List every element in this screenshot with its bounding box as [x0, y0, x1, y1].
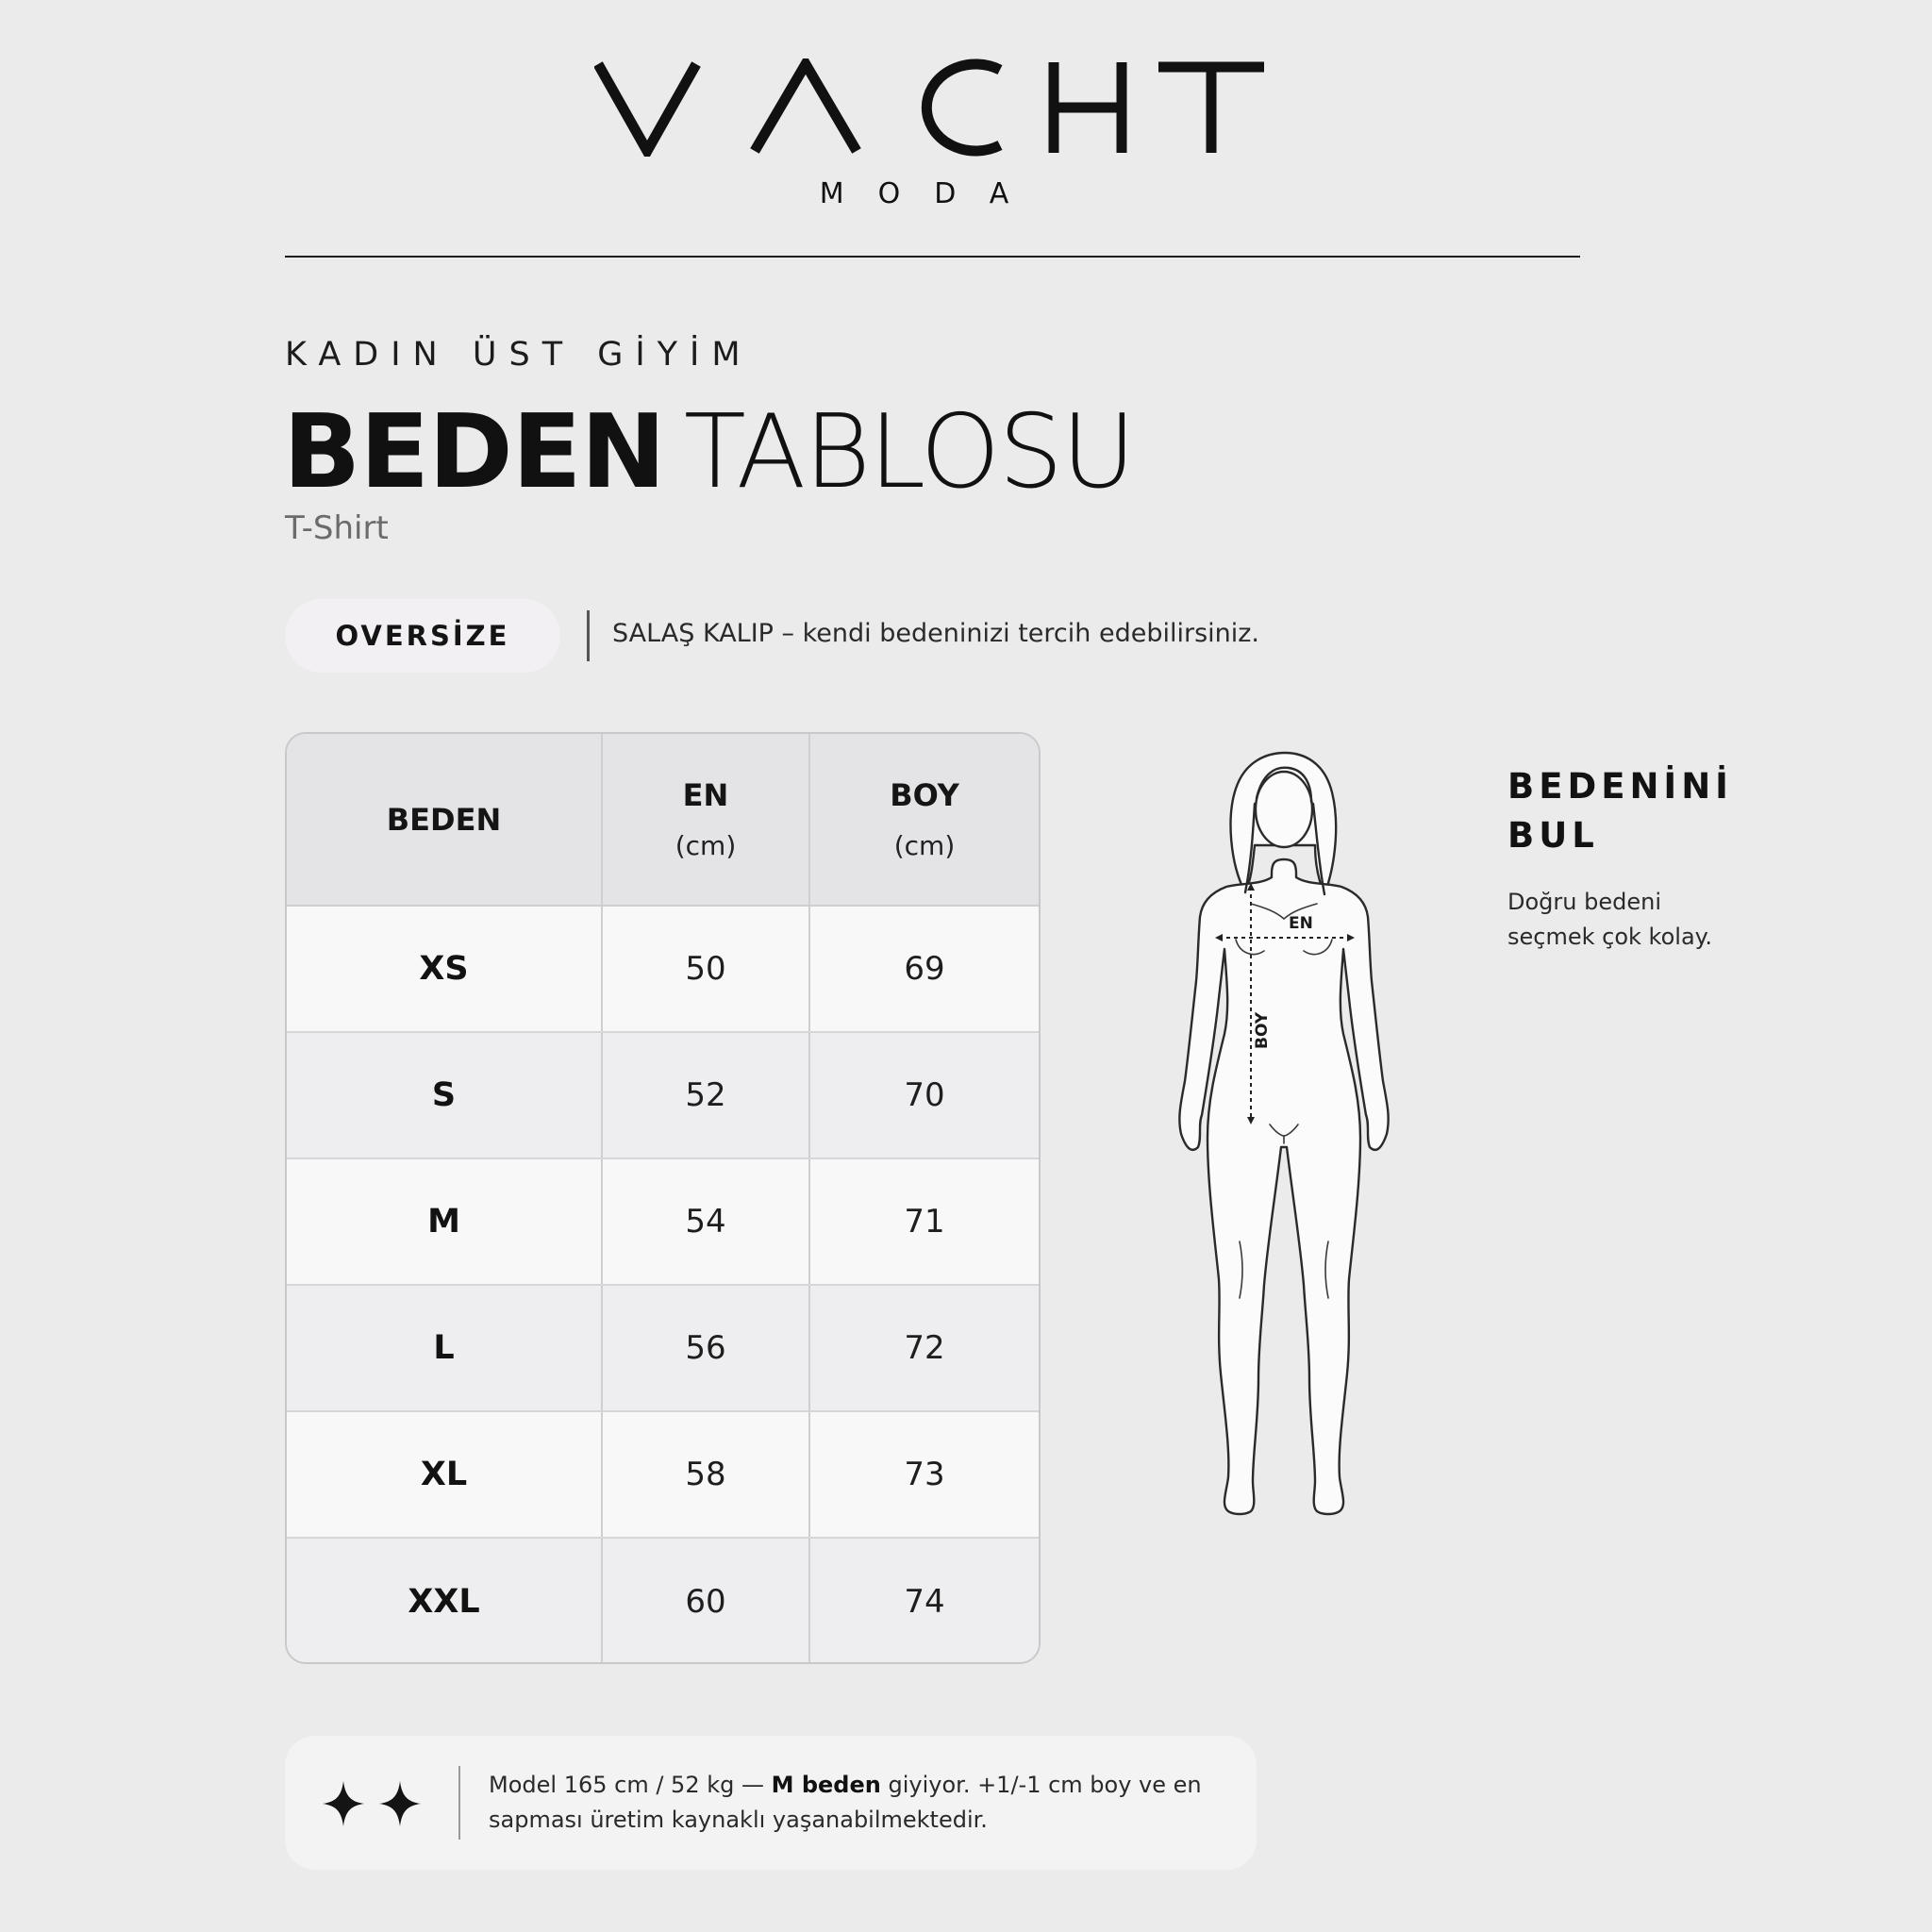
table-row	[287, 1033, 1039, 1159]
find-size-title-line2: BUL	[1507, 815, 1599, 856]
brand-logo	[594, 58, 1266, 157]
en-cell: 56	[603, 1286, 810, 1410]
size-cell: M	[287, 1159, 603, 1284]
title-light: TABLOSU	[683, 393, 1135, 511]
en-cell: 54	[603, 1159, 810, 1284]
brand-subtitle: MODA	[819, 177, 1043, 210]
fit-separator	[587, 610, 590, 661]
fit-badge: OVERSİZE	[285, 599, 560, 673]
find-size-title	[1507, 762, 1753, 860]
header-divider	[285, 256, 1580, 258]
note-text	[489, 1768, 1243, 1838]
boy-cell: 72	[904, 1329, 945, 1367]
boy-cell: 73	[904, 1456, 945, 1493]
header-cell-en	[603, 734, 810, 905]
fit-description: SALAŞ KALIP – kendi bedeninizi tercih edebilirsiniz.	[612, 619, 1260, 648]
note-text-after: giyiyor. +1/-1 cm boy ve en sapması üretim kaynaklı yaşanabilmektedir.	[489, 1772, 1202, 1833]
table-header	[287, 734, 1039, 907]
en-cell: 52	[603, 1033, 810, 1158]
table-row	[287, 907, 1039, 1033]
header-unit: (cm)	[893, 830, 956, 861]
table-row	[287, 1286, 1039, 1412]
boy-cell: 71	[904, 1203, 945, 1241]
en-cell: 50	[603, 907, 810, 1031]
header-cell-boy	[810, 734, 1039, 905]
en-cell: 58	[603, 1412, 810, 1537]
header-cell-beden	[287, 734, 603, 905]
model-note	[285, 1736, 1257, 1870]
boy-cell: 74	[904, 1582, 945, 1621]
title-bold: BEDEN	[283, 393, 665, 511]
note-separator	[458, 1766, 460, 1840]
find-size-description: Doğru bedeni seçmek çok kolay.	[1507, 889, 1713, 950]
size-cell: L	[287, 1286, 603, 1410]
size-cell: S	[287, 1033, 603, 1158]
find-size-title-line1: BEDENİNİ	[1507, 766, 1733, 807]
header-label: BOY	[890, 777, 959, 813]
en-cell: 60	[603, 1539, 810, 1664]
figure-label-en: EN	[1289, 914, 1313, 933]
size-cell: XL	[287, 1412, 603, 1537]
size-table	[285, 732, 1041, 1664]
boy-cell: 70	[904, 1076, 945, 1114]
header-label: BEDEN	[386, 801, 502, 838]
body-figure-illustration	[1177, 751, 1391, 1519]
figure-label-boy: BOY	[1253, 1011, 1272, 1049]
header-unit: (cm)	[675, 830, 737, 861]
size-cell: XS	[287, 907, 603, 1031]
sparkle-icon	[321, 1779, 425, 1828]
table-row	[287, 1412, 1039, 1539]
page-title	[283, 394, 1134, 511]
note-text-bold: M beden	[771, 1772, 881, 1798]
header-label: EN	[682, 777, 729, 813]
size-cell: XXL	[287, 1539, 603, 1664]
table-row	[287, 1539, 1039, 1664]
table-row	[287, 1159, 1039, 1286]
product-type: T-Shirt	[285, 509, 389, 547]
note-text-before: Model 165 cm / 52 kg —	[489, 1772, 772, 1798]
boy-cell: 69	[904, 950, 945, 988]
category-label: KADIN ÜST GİYİM	[285, 336, 753, 374]
